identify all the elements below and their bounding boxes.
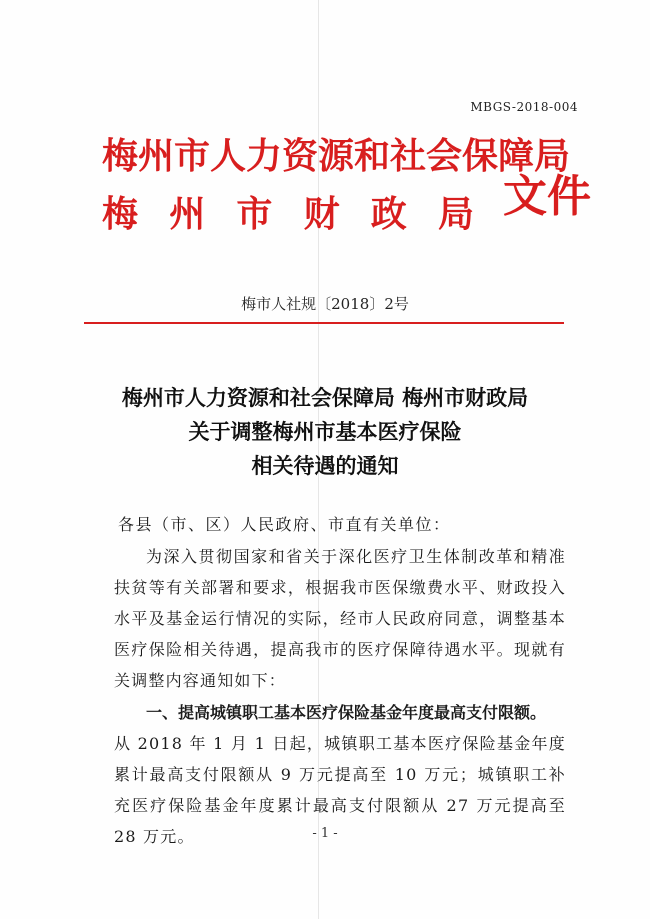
issuer-char: 财	[303, 193, 340, 235]
document-label: 文件	[503, 171, 591, 222]
section-1-heading: 一、提高城镇职工基本医疗保险基金年度最高支付限额。	[146, 703, 547, 722]
salutation: 各县（市、区）人民政府、市直有关单位：	[118, 515, 451, 534]
page-number: - 1 -	[312, 826, 338, 841]
doc-code: MBGS-2018-004	[470, 100, 578, 114]
intro-paragraph: 为深入贯彻国家和省关于深化医疗卫生体制改革和精准扶贫等有关部署和要求，根据我市医保缴费水平、财政投入水平及基金运行情况的实际，经市人民政府同意，调整基本医疗保险相关待遇，提高我市的医疗保障待遇水平。现就有关调整内容通知如下：	[114, 547, 566, 690]
issuer-char: 梅	[102, 193, 139, 235]
issuer-line-2	[102, 186, 474, 237]
issuer-char: 市	[236, 193, 273, 235]
issuer-char: 局	[437, 193, 474, 235]
issuer-char: 政	[370, 193, 407, 235]
document-title-line-1: 梅州市人力资源和社会保障局 梅州市财政局	[121, 385, 529, 410]
red-separator	[84, 322, 564, 324]
file-number: 梅市人社规〔2018〕2号	[241, 295, 409, 313]
issuer-char: 州	[169, 193, 206, 235]
document-title-line-2: 关于调整梅州市基本医疗保险	[188, 419, 462, 444]
section-1-body: 从 2018 年 1 月 1 日起，城镇职工基本医疗保险基金年度累计最高支付限额从 9 万元提高至 10 万元；城镇职工补充医疗保险基金年度累计最高支付限额从 27 万元提高至 28 万元。	[114, 734, 566, 846]
issuer-line-1: 梅州市人力资源和社会保障局	[102, 135, 571, 177]
document-title-line-3: 相关待遇的通知	[251, 453, 399, 478]
